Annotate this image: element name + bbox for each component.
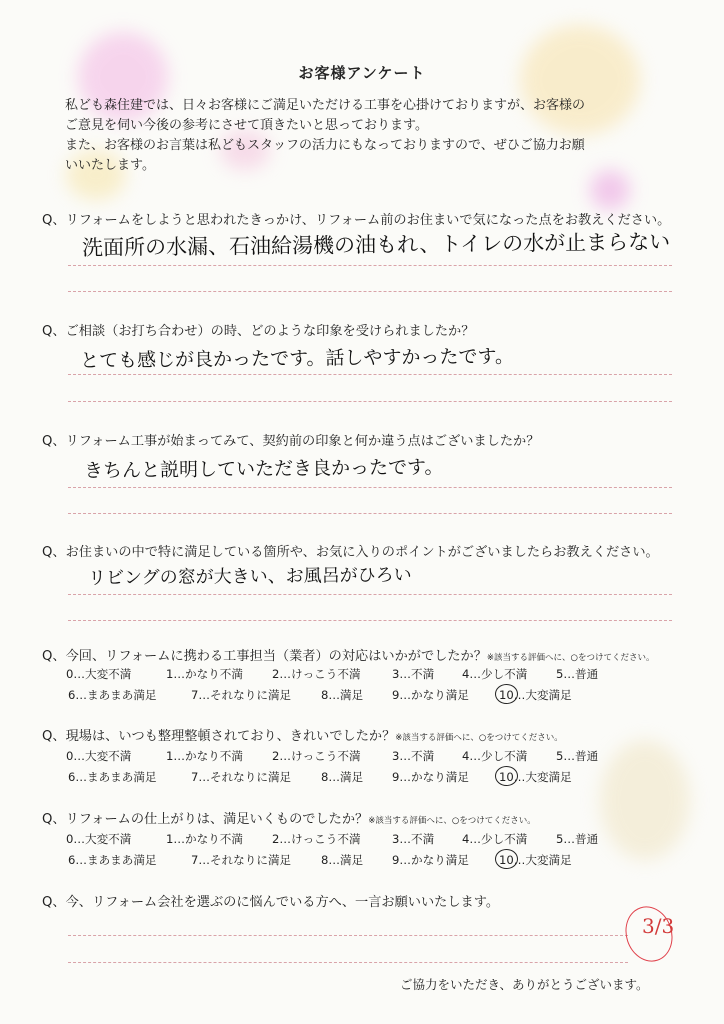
- answer-4: リビングの窓が大きい、お風呂がひろい: [87, 564, 412, 589]
- selected-circle: [495, 684, 518, 704]
- rating-question-1: [42, 645, 654, 664]
- scale-option-9: 9…かなり満足: [392, 853, 469, 867]
- scale-option-7: 7…それなりに満足: [191, 688, 292, 702]
- scale-option-0: 0…大変不満: [66, 667, 132, 681]
- scale-option-8: 8…満足: [321, 853, 364, 867]
- scale-option-2: 2…けっこう不満: [272, 667, 361, 681]
- scale-option-6: 6…まあまあ満足: [68, 688, 157, 702]
- answer-2: とても感じが良かったです。話しやすかったです。: [79, 345, 515, 372]
- rating-question-3: [42, 808, 536, 827]
- question-3: Q、リフォーム工事が始まってみて、契約前の印象と何か違う点はございましたか？: [42, 434, 540, 449]
- answer-line: [68, 291, 672, 292]
- answer-line: [68, 401, 672, 402]
- question-2: Q、ご相談（お打ち合わせ）の時、どのような印象を受けられましたか？: [42, 324, 475, 339]
- scale-option-4: 4…少し不満: [462, 667, 528, 681]
- scale-option-2: 2…けっこう不満: [272, 749, 361, 763]
- scale-option-0: 0…大変不満: [66, 832, 132, 846]
- intro-line: また、お客様のお言葉は私どもスタッフの活力にもなっておりますので、ぜひご協力お願: [65, 138, 585, 153]
- answer-line: [68, 594, 672, 595]
- scale-option-4: 4…少し不満: [462, 832, 528, 846]
- intro-line: 私ども森住建では、日々お客様にご満足いただける工事を心掛けておりますが、お客様の: [65, 98, 586, 113]
- answer-3: きちんと説明していただき良かったです。: [83, 456, 444, 482]
- scale-option-1: 1…かなり不満: [166, 749, 243, 763]
- answer-line: [68, 620, 672, 621]
- scale-option-1: 1…かなり不満: [166, 667, 243, 681]
- scale-option-7: 7…それなりに満足: [191, 770, 292, 784]
- selected-circle: [495, 849, 518, 869]
- scale-option-5: 5…普通: [556, 832, 599, 846]
- scale-option-9: 9…かなり満足: [392, 688, 469, 702]
- question-4: Q、お住まいの中で特に満足している箇所や、お気に入りのポイントがございましたらお教えください。: [42, 545, 659, 560]
- intro-line: いいたします。: [65, 158, 155, 173]
- answer-line: [68, 374, 672, 375]
- rating-question-text: Q、現場は、いつも整理整頓されており、きれいでしたか？: [42, 729, 396, 744]
- rating-note: ※該当する評価へに、○をつけてください。: [368, 816, 536, 826]
- scale-option-10: 10…大変満足: [499, 769, 572, 785]
- question-1: Q、リフォームをしようと思われたきっかけ、リフォーム前のお住まいで気になった点をお教えください。: [42, 213, 671, 228]
- scale-option-8: 8…満足: [321, 770, 364, 784]
- answer-line: [68, 962, 628, 963]
- selected-circle: [495, 766, 518, 786]
- document-title: お客様アンケート: [298, 64, 426, 82]
- scale-option-7: 7…それなりに満足: [191, 853, 292, 867]
- rating-note: ※該当する評価へに、○をつけてください。: [395, 733, 563, 743]
- scale-option-5: 5…普通: [556, 749, 599, 763]
- scale-option-2: 2…けっこう不満: [272, 832, 361, 846]
- scale-option-0: 0…大変不満: [66, 749, 132, 763]
- rating-question-text: Q、リフォームの仕上がりは、満足いくものでしたか？: [42, 812, 369, 827]
- scale-option-1: 1…かなり不満: [166, 832, 243, 846]
- rating-note: ※該当する評価へに、○をつけてください。: [486, 653, 655, 663]
- answer-line: [68, 935, 628, 936]
- scale-option-10: 10…大変満足: [499, 852, 572, 868]
- scale-option-6: 6…まあまあ満足: [68, 770, 157, 784]
- scale-option-8: 8…満足: [321, 688, 364, 702]
- scale-option-5: 5…普通: [556, 667, 599, 681]
- scale-option-10: 10…大変満足: [499, 687, 572, 703]
- thanks-text: ご協力をいただき、ありがとうございます。: [400, 977, 649, 992]
- page-number-mark: [622, 898, 684, 968]
- answer-1: 洗面所の水漏、石油給湯機の油もれ、トイレの水が止まらない: [81, 229, 671, 260]
- scale-option-4: 4…少し不満: [462, 749, 528, 763]
- decor-blob: [590, 170, 630, 210]
- rating-question-2: [42, 725, 563, 744]
- page-mark-text: 3/3: [642, 914, 675, 938]
- intro-line: ご意見を伺い今後の参考にさせて頂きたいと思っております。: [65, 118, 428, 133]
- scale-option-3: 3…不満: [392, 749, 435, 763]
- scale-option-3: 3…不満: [392, 667, 435, 681]
- intro-text: [65, 96, 675, 176]
- answer-line: [68, 513, 672, 514]
- scale-option-9: 9…かなり満足: [392, 770, 469, 784]
- question-final: Q、今、リフォーム会社を選ぶのに悩んでいる方へ、一言お願いいたします。: [42, 895, 500, 910]
- rating-question-text: Q、今回、リフォームに携わる工事担当（業者）の対応はいかがでしたか？: [42, 649, 487, 664]
- decor-blob: [600, 740, 690, 860]
- scale-option-3: 3…不満: [392, 832, 435, 846]
- scale-option-6: 6…まあまあ満足: [68, 853, 157, 867]
- answer-line: [68, 487, 672, 488]
- answer-line: [68, 265, 672, 266]
